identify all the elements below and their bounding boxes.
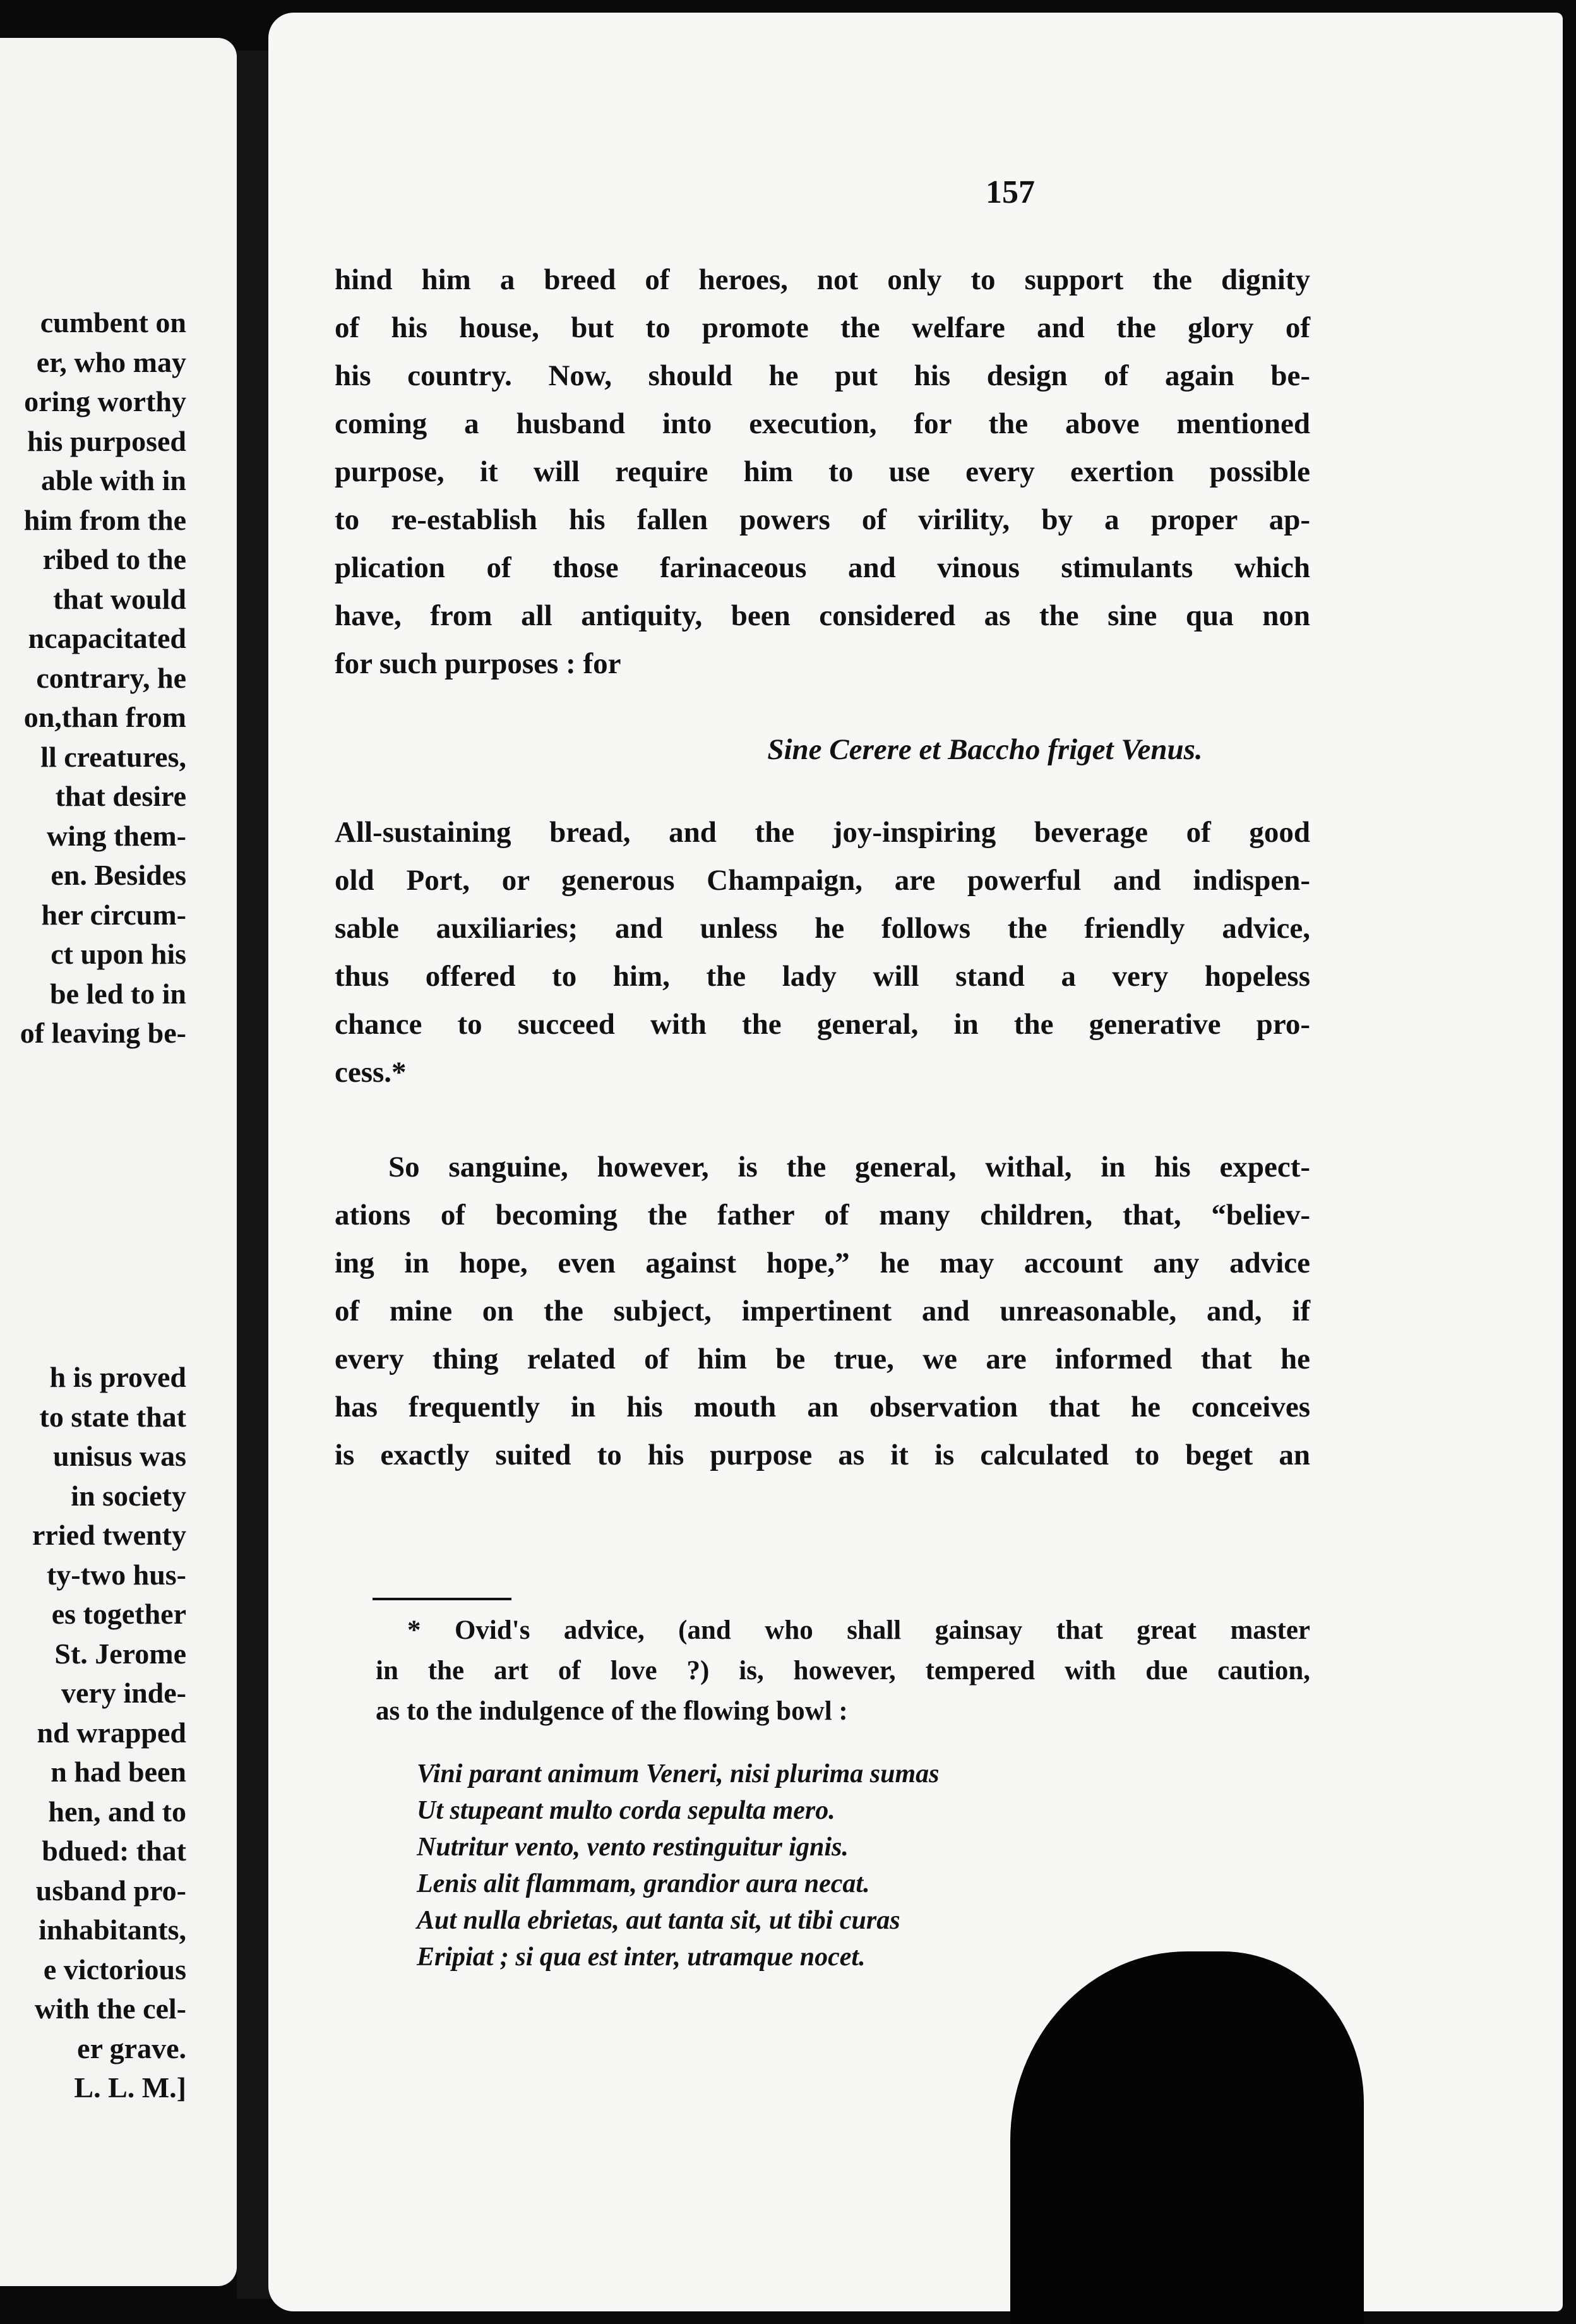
paragraph-line: for such purposes : for bbox=[335, 647, 621, 680]
paragraph-line: of his house, but to promote the welfare and the glory of bbox=[335, 311, 1310, 344]
left-page-text-block-2 bbox=[0, 1358, 186, 2108]
left-page-line: ribed to the bbox=[42, 543, 186, 575]
verse-line: Lenis alit flammam, grandior aura necat. bbox=[417, 1869, 870, 1898]
verse-line: Nutritur vento, vento restinguitur ignis. bbox=[417, 1833, 849, 1862]
left-page-line: ll creatures, bbox=[40, 740, 186, 773]
left-page-line: h is proved bbox=[49, 1361, 186, 1393]
left-facing-page bbox=[0, 38, 237, 2286]
left-page-line: nd wrapped bbox=[37, 1716, 186, 1749]
paragraph-line: his country. Now, should he put his design of again be- bbox=[335, 359, 1310, 392]
paragraph-line: sable auxiliaries; and unless he follows the friendly advice, bbox=[335, 912, 1310, 945]
left-page-line: be led to in bbox=[50, 977, 186, 1010]
paragraph-line: of mine on the subject, impertinent and unreasonable, and, if bbox=[335, 1295, 1310, 1327]
footnote-line: * Ovid's advice, (and who shall gainsay that great master bbox=[407, 1615, 1310, 1645]
left-page-line: in society bbox=[71, 1479, 186, 1512]
latin-quote: Sine Cerere et Baccho friget Venus. bbox=[767, 733, 1203, 766]
paragraph-line: cess.* bbox=[335, 1056, 407, 1089]
page-number: 157 bbox=[986, 174, 1035, 210]
paragraph-line: All-sustaining bread, and the joy-inspiring beverage of good bbox=[335, 816, 1310, 849]
left-page-line: that would bbox=[53, 582, 186, 615]
left-page-line: er grave. bbox=[77, 2032, 186, 2064]
left-page-line: able with in bbox=[40, 464, 186, 496]
left-page-line: n had been bbox=[51, 1756, 186, 1788]
left-page-text-block-1 bbox=[0, 303, 186, 1053]
paragraph-line: purpose, it will require him to use every exertion possible bbox=[335, 455, 1310, 488]
left-page-line: wing them- bbox=[46, 819, 186, 852]
left-page-line: cumbent on bbox=[40, 306, 186, 338]
paragraph-line: chance to succeed with the general, in the generative pro- bbox=[335, 1008, 1310, 1041]
left-page-line: to state that bbox=[39, 1400, 186, 1433]
paragraph-line: hind him a breed of heroes, not only to support the dignity bbox=[335, 263, 1310, 296]
paragraph-line: thus offered to him, the lady will stand a very hopeless bbox=[335, 960, 1310, 993]
left-page-line: bdued: that bbox=[42, 1835, 186, 1867]
left-page-line: ncapacitated bbox=[28, 622, 186, 654]
footnote-line: as to the indulgence of the flowing bowl : bbox=[376, 1696, 848, 1726]
thumb-shadow bbox=[1010, 1951, 1364, 2324]
left-page-line: unisus was bbox=[53, 1440, 186, 1472]
latin-verse bbox=[417, 1756, 939, 1975]
left-page-line: with the cel- bbox=[34, 1992, 186, 2025]
left-page-line: St. Jerome bbox=[54, 1637, 186, 1670]
footnote bbox=[376, 1610, 1310, 1732]
verse-line: Ut stupeant multo corda sepulta mero. bbox=[417, 1796, 835, 1825]
paragraph-2 bbox=[335, 808, 1310, 1096]
left-page-line: him from the bbox=[23, 503, 186, 536]
paragraph-3 bbox=[335, 1143, 1310, 1479]
footnote-rule bbox=[373, 1598, 511, 1600]
book-page bbox=[268, 13, 1563, 2311]
paragraph-line: coming a husband into execution, for the above mentioned bbox=[335, 407, 1310, 440]
paragraph-1 bbox=[335, 256, 1310, 688]
footnote-line: in the art of love ?) is, however, tempered with due caution, bbox=[376, 1656, 1310, 1686]
paragraph-line: has frequently in his mouth an observation that he conceives bbox=[335, 1391, 1310, 1423]
left-page-line: very inde- bbox=[61, 1677, 186, 1709]
left-page-line: en. Besides bbox=[51, 859, 186, 891]
left-page-line: her circum- bbox=[41, 898, 186, 931]
left-page-line: ct upon his bbox=[51, 938, 186, 970]
verse-line: Eripiat ; si qua est inter, utramque nocet. bbox=[417, 1943, 866, 1972]
left-page-line: es together bbox=[51, 1598, 186, 1630]
paragraph-line: ations of becoming the father of many children, that, “believ- bbox=[335, 1199, 1310, 1231]
paragraph-line: every thing related of him be true, we are informed that he bbox=[335, 1343, 1310, 1375]
left-page-line: of leaving be- bbox=[20, 1017, 186, 1049]
verse-line: Aut nulla ebrietas, aut tanta sit, ut tibi curas bbox=[417, 1906, 900, 1935]
paragraph-line: is exactly suited to his purpose as it is calculated to beget an bbox=[335, 1439, 1310, 1471]
left-page-line: rried twenty bbox=[32, 1519, 186, 1551]
paragraph-line: have, from all antiquity, been considered as the sine qua non bbox=[335, 599, 1310, 632]
paragraph-line: ing in hope, even against hope,” he may account any advice bbox=[335, 1247, 1310, 1279]
left-page-line: ty-two hus- bbox=[46, 1558, 186, 1591]
left-page-line: that desire bbox=[55, 780, 186, 812]
left-page-line: e victorious bbox=[43, 1953, 186, 1986]
paragraph-line: plication of those farinaceous and vinous stimulants which bbox=[335, 551, 1310, 584]
left-page-line: hen, and to bbox=[48, 1795, 186, 1828]
left-page-line: oring worthy bbox=[24, 385, 186, 417]
left-page-line: on,than from bbox=[23, 701, 186, 733]
paragraph-line: old Port, or generous Champaign, are powerful and indispen- bbox=[335, 864, 1310, 897]
verse-line: Vini parant animum Veneri, nisi plurima sumas bbox=[417, 1759, 940, 1788]
left-page-line: his purposed bbox=[27, 424, 186, 457]
left-page-line: usband pro- bbox=[35, 1874, 186, 1907]
left-page-line: inhabitants, bbox=[39, 1914, 186, 1946]
left-page-line: contrary, he bbox=[36, 661, 186, 694]
left-page-line: L. L. M.] bbox=[74, 2071, 186, 2104]
paragraph-line: So sanguine, however, is the general, withal, in his expect- bbox=[388, 1151, 1310, 1183]
paragraph-line: to re-establish his fallen powers of virility, by a proper ap- bbox=[335, 503, 1310, 536]
left-page-line: er, who may bbox=[36, 345, 186, 378]
